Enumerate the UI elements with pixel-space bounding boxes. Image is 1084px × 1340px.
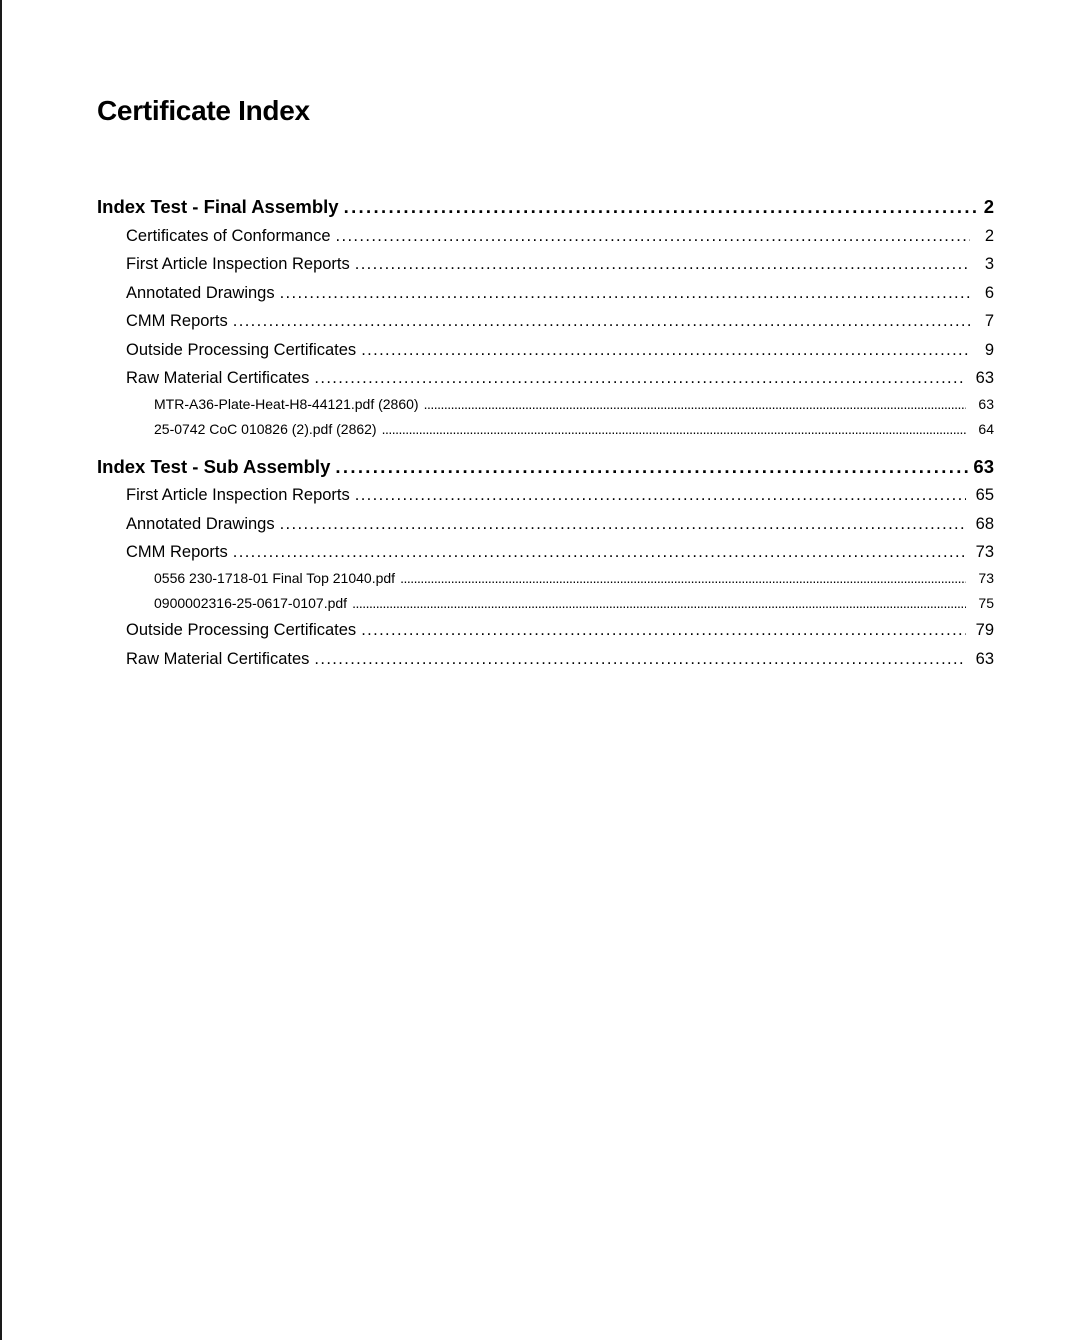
toc-entry-outside-processing-certificates[interactable] (126, 619, 994, 641)
toc-entry-annotated-drawings[interactable] (126, 282, 994, 304)
toc-entry-raw-material-certificates[interactable] (126, 648, 994, 670)
toc-entry-page: 65 (975, 486, 994, 504)
toc-entry-final-top-file[interactable] (154, 569, 994, 587)
dot-leader (361, 619, 965, 641)
toc-entry-label: 0556 230-1718-01 Final Top 21040.pdf (154, 570, 396, 586)
toc-entry-first-article-inspection-reports[interactable] (126, 484, 994, 506)
toc-entry-label: 25-0742 CoC 010826 (2).pdf (2862) (154, 421, 377, 437)
dot-leader (280, 513, 966, 535)
dot-leader (355, 484, 966, 506)
toc-entry-page: 63 (973, 456, 994, 477)
dot-leader (314, 648, 965, 670)
dot-leader (400, 569, 966, 587)
toc-entry-label: Raw Material Certificates (126, 650, 310, 668)
toc-entry-final-assembly[interactable] (97, 195, 994, 219)
toc-entry-0900002316-file[interactable] (154, 594, 994, 612)
toc-entry-certificates-of-conformance[interactable] (126, 225, 994, 247)
toc-entry-label: First Article Inspection Reports (126, 255, 350, 273)
toc-entry-page: 6 (984, 284, 994, 302)
toc-entry-page: 2 (984, 227, 994, 245)
dot-leader (233, 541, 966, 563)
toc-entry-outside-processing-certificates[interactable] (126, 339, 994, 361)
toc-entry-page: 73 (975, 543, 994, 561)
page-title: Certificate Index (97, 95, 310, 126)
dot-leader (233, 310, 970, 332)
toc-entry-cmm-reports[interactable] (126, 541, 994, 563)
toc-entry-page: 75 (978, 595, 994, 611)
toc-entry-page: 64 (978, 421, 994, 437)
toc-entry-label: Index Test - Sub Assembly (97, 456, 331, 477)
dot-leader (314, 367, 965, 389)
toc-entry-label: Outside Processing Certificates (126, 621, 357, 639)
toc-entry-raw-material-certificates[interactable] (126, 367, 994, 389)
toc-entry-label: Annotated Drawings (126, 515, 275, 533)
toc-entry-coc-file[interactable] (154, 420, 994, 438)
toc-entry-page: 63 (975, 369, 994, 387)
toc-entry-page: 73 (978, 570, 994, 586)
toc-entry-annotated-drawings[interactable] (126, 513, 994, 535)
dot-leader (335, 455, 969, 479)
toc-entry-label: MTR-A36-Plate-Heat-H8-44121.pdf (2860) (154, 396, 419, 412)
dot-leader (344, 195, 976, 219)
toc-entry-page: 2 (983, 196, 994, 217)
toc-entry-label: CMM Reports (126, 543, 228, 561)
toc-entry-first-article-inspection-reports[interactable] (126, 253, 994, 275)
dot-leader (424, 395, 967, 413)
dot-leader (336, 225, 970, 247)
toc-entry-label: Outside Processing Certificates (126, 341, 357, 359)
toc-entry-cmm-reports[interactable] (126, 310, 994, 332)
dot-leader (382, 420, 967, 438)
toc-entry-page: 7 (984, 312, 994, 330)
toc-entry-label: First Article Inspection Reports (126, 486, 350, 504)
toc-entry-label: Index Test - Final Assembly (97, 196, 339, 217)
toc-entry-page: 68 (975, 515, 994, 533)
toc-entry-page: 9 (984, 341, 994, 359)
toc-entry-label: 0900002316-25-0617-0107.pdf (154, 595, 348, 611)
toc-entry-mtr-file[interactable] (154, 395, 994, 413)
toc-entry-page: 79 (975, 621, 994, 639)
toc-entry-page: 63 (975, 650, 994, 668)
toc-entry-label: Certificates of Conformance (126, 227, 331, 245)
toc-entry-sub-assembly[interactable] (97, 455, 994, 479)
toc-entry-label: Raw Material Certificates (126, 369, 310, 387)
dot-leader (355, 253, 970, 275)
toc-entry-page: 63 (978, 396, 994, 412)
toc-entry-label: Annotated Drawings (126, 284, 275, 302)
toc-entry-page: 3 (984, 255, 994, 273)
dot-leader (352, 594, 966, 612)
toc-entry-label: CMM Reports (126, 312, 228, 330)
dot-leader (361, 339, 970, 361)
dot-leader (280, 282, 970, 304)
